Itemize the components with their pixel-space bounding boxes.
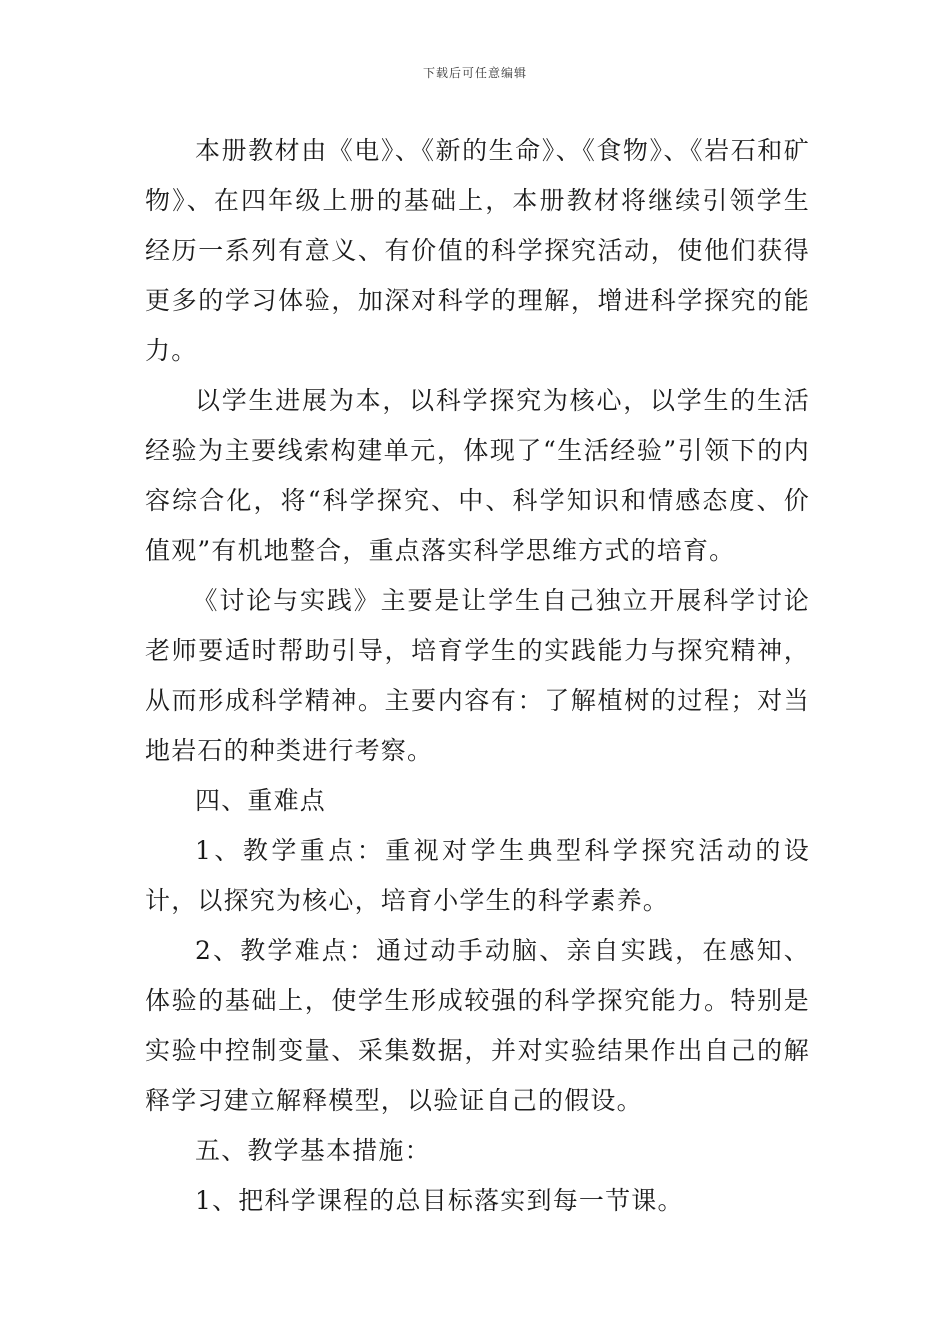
section-heading-measures: 五、教学基本措施： (195, 1136, 431, 1165)
paragraph-discussion-practice: 《讨论与实践》主要是让学生自己独立开展科学讨论老师要适时帮助引导，培育学生的实践能力与探究精神，从而形成科学精神。主要内容有：了解植树的过程；对当地岩石的种类进行考察。 (145, 586, 810, 765)
paragraph-teaching-focus: 1、教学重点：重视对学生典型科学探究活动的设计，以探究为核心，培育小学生的科学素养。 (145, 836, 810, 915)
header-note: 下载后可任意编辑 (422, 66, 527, 80)
paragraph-textbook-intro: 本册教材由《电》、《新的生命》、《食物》、《岩石和矿物》、在四年级上册的基础上，本册教材将继续引领学生经历一系列有意义、有价值的科学探究活动，使他们获得更多的学习体验，加深对科学的理解，增进科学探究的能力。 (145, 136, 810, 365)
document-body (145, 126, 810, 1226)
paragraph-measure-1: 1、把科学课程的总目标落实到每一节课。 (195, 1186, 684, 1215)
paragraph-student-centered: 以学生进展为本，以科学探究为核心，以学生的生活经验为主要线索构建单元，体现了“生活经验”引领下的内容综合化，将“科学探究、中、科学知识和情感态度、价值观”有机地整合，重点落实科学思维方式的培育。 (145, 386, 810, 565)
paragraph-teaching-difficulty: 2、教学难点：通过动手动脑、亲自实践，在感知、体验的基础上，使学生形成较强的科学探究能力。特别是实验中控制变量、采集数据，并对实验结果作出自己的解释学习建立解释模型，以验证自己的假设。 (145, 936, 810, 1115)
section-heading-key-points: 四、重难点 (195, 786, 327, 815)
